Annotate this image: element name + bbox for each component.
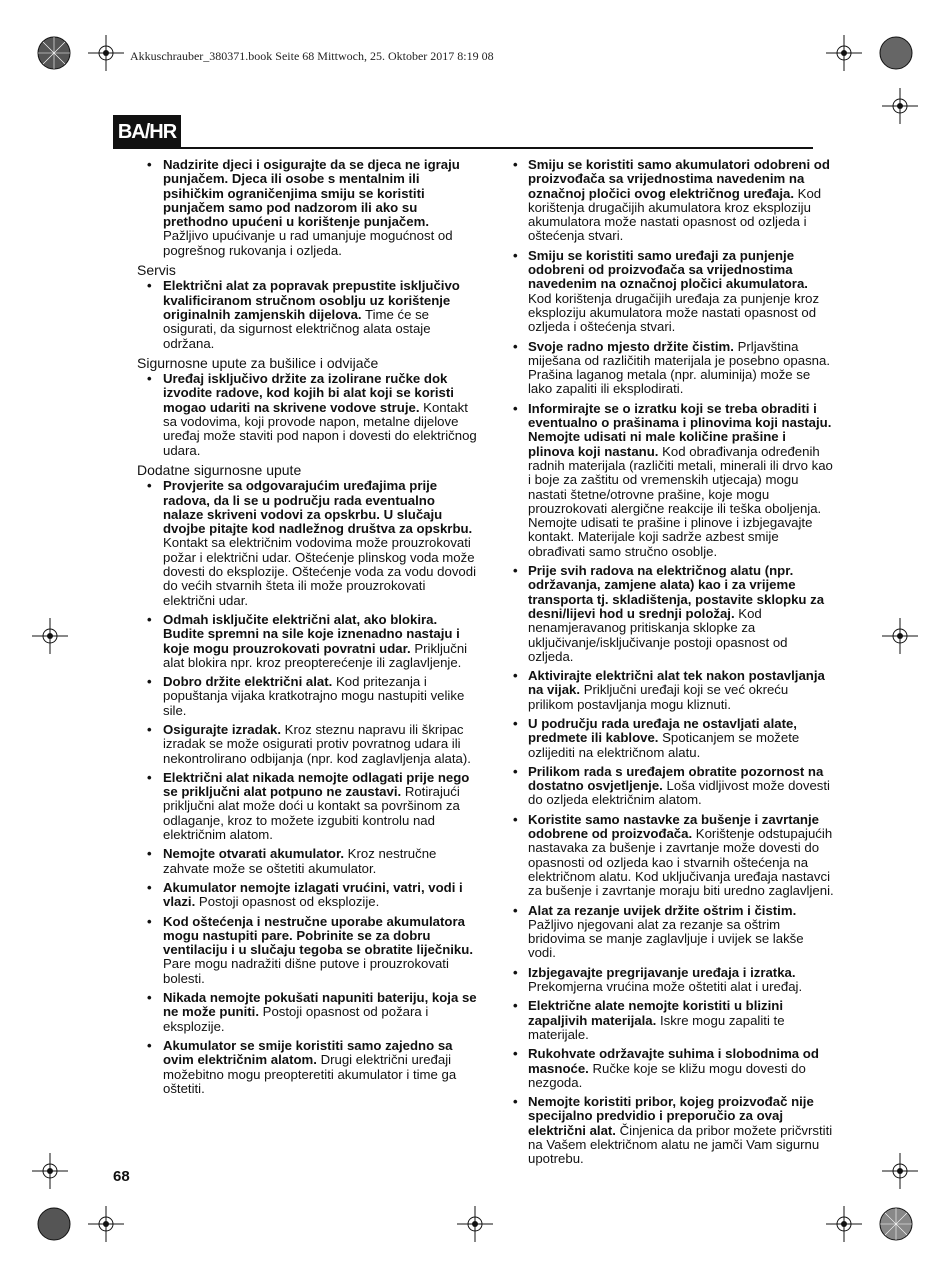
item-text: Ručke koje se kližu mogu dovesti do nezgoda. [528, 1060, 806, 1090]
item-text: Pare mogu nadražiti dišne putove i prouzrokovati bolesti. [163, 956, 449, 986]
list-item [513, 966, 835, 995]
item-bold-text: Nikada nemojte pokušati napuniti bateriju, koja se ne može puniti. [163, 990, 477, 1020]
item-bold-text: Električni alat za popravak prepustite isključivo kvalificiranom stručnom osoblju uz korištenje originalnih zamjenskih dijelova. [163, 278, 460, 322]
item-text: Kod korištenja drugačijih uređaja za punjenje kroz eksploziju akumulatora može nastati opasnost od ozljeda i oštećenja stvari. [528, 290, 820, 335]
list-item [137, 771, 477, 842]
list-item [137, 613, 477, 670]
page-number: 68 [113, 1168, 130, 1185]
crosshair-icon [32, 1153, 68, 1189]
crosshair-icon [882, 618, 918, 654]
item-bold-text: Akumulator se smije koristiti samo zajedno sa ovim električnim alatom. [163, 1037, 453, 1068]
item-bold-text: Svoje radno mjesto držite čistim. [528, 338, 734, 354]
item-text: Kroz steznu napravu ili škripac izradak se može osigurati protiv povratnog udara ili nekontrolirano odbijanja (npr. kod zaglavljenja alata). [163, 721, 471, 766]
item-text: Prljavština miješana od različitih materijala je posebno opasna. Prašina laganog metala (npr. aluminija) može se lako zapaliti ili eksplodirati. [528, 338, 831, 397]
item-bold-text: Koristite samo nastavke za bušenje i zavrtanje odobrene od proizvođača. [528, 811, 819, 842]
crosshair-icon [88, 35, 124, 71]
item-bold-text: Alat za rezanje uvijek držite oštrim i čistim. [528, 902, 797, 918]
item-text: Kod nenamjeravanog pritiskanja sklopke za uključivanje/isključivanje postoji opasnost od ozljeda. [528, 605, 788, 664]
list-item [137, 479, 477, 608]
list-item [513, 904, 835, 961]
crosshair-icon [826, 35, 862, 71]
list-item [137, 372, 477, 458]
list-item [513, 402, 835, 559]
list-item [137, 279, 477, 350]
item-text: Kontakt sa električnim vodovima može prouzrokovati požar i električni udar. Oštećenje plinskog voda može dovesti do eksplozije. Oštećenje voda za vodu dovodi do većih stvarnih šteta ili može prouzrokovati električni udar. [163, 535, 477, 608]
section-heading: Servis [137, 262, 176, 279]
list-item [513, 564, 835, 664]
item-text: Priključni uređaji koji se već okreću prilikom postavljanja mogu kliznuti. [528, 682, 789, 712]
item-text: Iskre mogu zapaliti te materijale. [528, 1012, 785, 1042]
item-bold-text: Električne alate nemojte koristiti u blizini zapaljivih materijala. [528, 998, 784, 1028]
crosshair-icon [32, 618, 68, 654]
item-text: Kontakt sa vodovima, koji provode napon, metalne dijelove uređaj može staviti pod napon i dovesti do električnog udara. [163, 399, 477, 458]
item-bold-text: Uređaj isključivo držite za izolirane ručke dok izvodite radove, kod kojih bi alat koji se koristi mogao udariti na skrivene vodove struje. [163, 371, 454, 415]
list-item [513, 717, 835, 760]
item-text: Rotirajući priključni alat može doći u kontakt sa površinom za odlaganje, kroz to možete izgubiti kontrolu nad električnim alatom. [163, 784, 460, 843]
list-item [513, 765, 835, 808]
item-bold-text: Provjerite sa odgovarajućim uređajima prije radova, da li se u području rada eventualno nalaze skriveni vodovi za opskrbu. U slučaju dvojbe pitajte kod nadležnog društva za opskrbu. [163, 478, 473, 537]
item-bold-text: Električni alat nikada nemojte odlagati prije nego se priključni alat potpuno ne zaustavi. [163, 769, 470, 800]
item-text: Korištenje odstupajućih nastavaka za bušenje i zavrtanje može dovesti do opasnosti od ozljeda kao i stvarnih oštećenja na električnom alatu. Kod uključivanja uređaja nastavci za bušenje i zavrtanje moraju biti uredno zaglavljeni. [528, 826, 834, 899]
list-item [137, 915, 477, 986]
item-text: Prekomjerna vrućina može oštetiti alat i uređaj. [528, 979, 803, 995]
list-item [513, 813, 835, 899]
list-item [137, 991, 477, 1034]
item-text: Pažljivo njegovani alat za rezanje sa oštrim bridovima se manje zaglavljuje i uvijek se lakše vodi. [528, 916, 804, 961]
list-item [137, 158, 477, 258]
list-item [513, 158, 835, 244]
item-text: Kroz nestručne zahvate može se oštetiti akumulator. [163, 846, 437, 876]
item-bold-text: Odmah isključite električni alat, ako blokira. Budite spremni na sile koje iznenadno nastaju i koje mogu prouzrokovati povratni udar. [163, 611, 460, 656]
item-text: Činjenica da pribor možete pričvrstiti na Vašem električnom alatu ne jamči Vam sigurnu upotrebu. [528, 1122, 833, 1167]
registration-target-icon [36, 1206, 72, 1242]
item-bold-text: Izbjegavajte pregrijavanje uređaja i izratka. [528, 964, 796, 980]
list-item [137, 723, 477, 766]
left-column [137, 158, 477, 1101]
item-bold-text: Aktivirajte električni alat tek nakon postavljanja na vijak. [528, 668, 825, 698]
item-bold-text: Akumulator nemojte izlagati vrućini, vatri, vodi i vlazi. [163, 879, 463, 910]
item-bold-text: Smiju se koristiti samo akumulatori odobreni od proizvođača sa vrijednostima navedenim na označnoj pločici ovog električnog uređaja. [528, 157, 830, 201]
crosshair-icon [457, 1206, 493, 1242]
header-rule [113, 147, 813, 149]
section-heading: Dodatne sigurnosne upute [137, 461, 302, 478]
registration-target-icon [36, 35, 72, 71]
list-item [513, 999, 835, 1042]
item-bold-text: Kod oštećenja i nestručne uporabe akumulatora mogu nastupiti pare. Pobrinite se za dobru ventilaciju i u slučaju tegoba se obratite liječniku. [163, 913, 473, 958]
list-item [513, 1047, 835, 1090]
list-item [137, 1039, 477, 1096]
item-text: Loša vidljivost može dovesti do ozljeda električnim alatom. [528, 778, 830, 808]
item-bold-text: Dobro držite električni alat. [163, 674, 333, 690]
item-text: Pažljivo upućivanje u rad umanjuje mogućnost od pogrešnog rukovanja i ozljeda. [163, 228, 453, 258]
item-text: Kod obrađivanja određenih radnih materijala (različiti metali, minerali ili drvo kao i boje za zaštitu od vremenskih utjecaja) mogu nastati štetne/otrovne prašine, koje mogu prouzrokovati alergične reakcije ili teška oboljenja. Nemojte udisati te prašine i plinove i izbjegavajte kontakt. Materijale koji sadrže azbest smije obrađivati samo stručno osoblje. [528, 443, 833, 559]
item-text: Time će se osigurati, da sigurnost električnog alata ostaje održana. [163, 306, 431, 351]
crosshair-icon [882, 1153, 918, 1189]
list-item [137, 881, 477, 910]
list-item [137, 847, 477, 876]
list-item [513, 340, 835, 397]
item-bold-text: U području rada uređaja ne ostavljati alate, predmete ili kablove. [528, 715, 797, 746]
registration-target-icon [878, 1206, 914, 1242]
item-bold-text: Nadzirite djeci i osigurajte da se djeca ne igraju punjačem. Djeca ili osobe s mentalnim ili psihičkim ograničenjima smiju se koristiti punjačem samo pod nadzorom ili ako su prethodno upućeni u korištenje punjačem. [163, 157, 460, 230]
item-text: Spoticanjem se možete ozlijediti na električnom alatu. [528, 730, 800, 760]
item-bold-text: Prije svih radova na električnog alatu (npr. održavanja, zamjene alata) kao i za vrijeme transporta tj. skladištenja, postavite sklopku za desni/lijevi hod u srednji položaj. [528, 563, 825, 621]
list-item [513, 669, 835, 712]
list-item [513, 1095, 835, 1166]
crosshair-icon [826, 1206, 862, 1242]
item-bold-text: Smiju se koristiti samo uređaji za punjenje odobreni od proizvođača sa vrijednostima navedenim na označnoj pločici akumulatora. [528, 247, 808, 292]
list-item [513, 249, 835, 335]
language-badge: BA/HR [113, 115, 181, 149]
item-text: Kod korištenja drugačijih akumulatora kroz eksploziju akumulatora može nastati opasnost od ozljeda i oštećenja stvari. [528, 185, 822, 244]
item-text: Postoji opasnost od požara i eksplozije. [163, 1004, 429, 1034]
crosshair-icon [88, 1206, 124, 1242]
item-bold-text: Rukohvate održavajte suhima i slobodnima od masnoće. [528, 1046, 819, 1076]
crosshair-icon [882, 88, 918, 124]
item-text: Priključni alat blokira npr. kroz preopterećenje ili zaglavljenje. [163, 640, 468, 670]
item-text: Postoji opasnost od eksplozije. [195, 894, 380, 910]
book-header: Akkuschrauber_380371.book Seite 68 Mittwoch, 25. Oktober 2017 8:19 08 [130, 49, 494, 63]
item-bold-text: Nemojte otvarati akumulator. [163, 846, 345, 862]
section-heading: Sigurnosne upute za bušilice i odvijače [137, 354, 379, 371]
item-bold-text: Osigurajte izradak. [163, 721, 281, 737]
item-text: Kod pritezanja i popuštanja vijaka kratkotrajno mogu nastupiti velike sile. [163, 674, 465, 718]
item-bold-text: Nemojte koristiti pribor, kojeg proizvođač nije specijalno predvidio i preporučio za ovaj električni alat. [528, 1094, 814, 1138]
list-item [137, 675, 477, 718]
item-text: Drugi električni uređaji možebitno mogu preopteretiti akumulator i time ga oštetiti. [163, 1052, 457, 1096]
right-column [513, 158, 835, 1172]
registration-target-icon [878, 35, 914, 71]
item-bold-text: Prilikom rada s uređajem obratite pozornost na dostatno osvjetljenje. [528, 763, 824, 794]
item-bold-text: Informirajte se o izratku koji se treba obraditi i eventualno o prašinama i plinovima koji nastaju. Nemojte udisati ni male količine prašine i plinova koji nastanu. [528, 400, 832, 459]
